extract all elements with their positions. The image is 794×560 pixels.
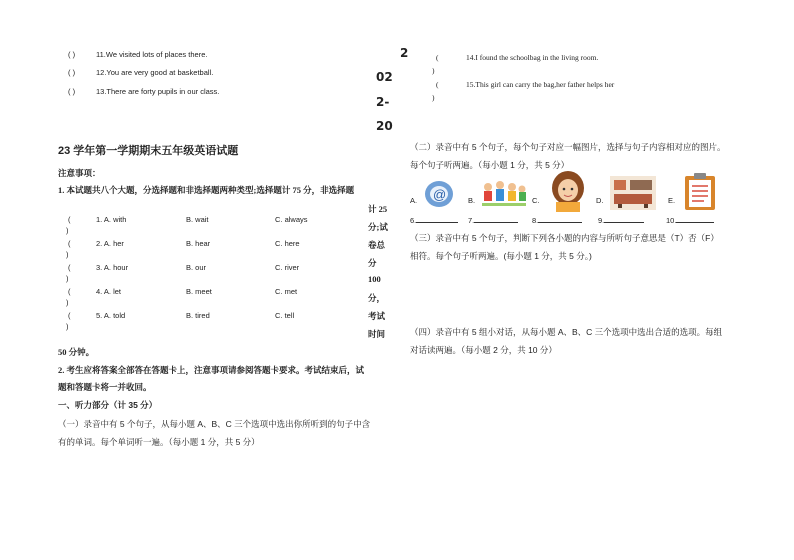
part4-instruction-a: （四）录音中有 5 组小对话，从每小题 A、B、C 三个选项中选出合适的选项。每组: [410, 327, 723, 337]
side-text-8: 时间: [368, 329, 386, 339]
item-11-paren: ( ): [68, 50, 76, 59]
item-14-close: ): [432, 66, 435, 75]
pic-label-b: B.: [468, 196, 476, 205]
side-text-3: 卷总: [368, 240, 386, 250]
year-fragment-2: 02: [376, 70, 393, 84]
option-b: B. hear: [186, 239, 211, 248]
item-15-text: 15.This girl can carry the bag,her father helps her: [466, 80, 615, 89]
year-fragment-4: 20: [376, 119, 393, 133]
item-14-text: 14.I found the schoolbag in the living room.: [466, 53, 599, 62]
row-close-paren: ): [66, 226, 69, 235]
year-fragment-3: 2-: [376, 95, 390, 109]
living-room-icon: [610, 176, 656, 210]
item-13-paren: ( ): [68, 87, 76, 96]
row-close-paren: ): [66, 274, 69, 283]
notice-1: 1. 本试题共八个大题，分选择题和非选择题两种类型;选择题计 75 分，非选择题: [58, 185, 355, 195]
svg-text:@: @: [433, 187, 447, 202]
option-c: C. always: [275, 215, 308, 224]
girl-portrait-icon: [548, 170, 588, 212]
notice-2b: 题和答题卡将一并收回。: [58, 382, 152, 392]
row-paren: (: [68, 263, 71, 272]
email-icon: [422, 178, 456, 210]
side-text-1: 计 25: [368, 204, 388, 214]
side-text-5: 100: [368, 274, 381, 284]
clipboard-icon: [682, 172, 718, 212]
pic-label-a: A.: [410, 196, 418, 205]
item-15-close: ): [432, 93, 435, 102]
option-c: C. here: [275, 239, 300, 248]
year-fragment-1: 2: [400, 46, 409, 60]
notice-label: 注意事项：: [58, 168, 101, 178]
side-text-4: 分: [368, 258, 377, 268]
blank-8[interactable]: 8.: [532, 214, 582, 225]
option-b: B. wait: [186, 215, 209, 224]
option-b: B. tired: [186, 311, 210, 320]
part2-instruction-a: （二）录音中有 5 个句子，每个句子对应一幅图片，选择与句子内容相对应的图片。: [410, 142, 726, 152]
side-text-6: 分，: [368, 293, 386, 303]
part1-instruction-a: （一）录音中有 5 个句子，从每小题 A、B、C 三个选项中选出你所听到的句子中含: [58, 419, 371, 429]
option-a: 2. A. her: [96, 239, 124, 248]
part1-instruction-b: 有的单词。每个单词听一遍。（每小题 1 分，共 5 分）: [58, 437, 260, 447]
side-text-7: 考试: [368, 311, 386, 321]
item-15-paren: (: [436, 80, 439, 89]
option-a: 1. A. with: [96, 215, 127, 224]
pic-label-d: D.: [596, 196, 604, 205]
option-b: B. our: [186, 263, 207, 272]
option-a: 4. A. let: [96, 287, 122, 296]
item-12-text: 12.You are very good at basketball.: [96, 68, 214, 77]
blank-7[interactable]: 7.: [468, 214, 518, 225]
item-13-text: 13.There are forty pupils in our class.: [96, 87, 220, 96]
children-group-icon: [478, 177, 528, 211]
row-close-paren: ): [66, 322, 69, 331]
row-paren: (: [68, 239, 71, 248]
option-c: C. met: [275, 287, 298, 296]
pic-label-c: C.: [532, 196, 540, 205]
part3-instruction-a: （三）录音中有 5 个句子，判断下列各小题的内容与所听句子意思是（T）否（F）: [410, 233, 719, 243]
blank-9[interactable]: 9.: [598, 214, 644, 225]
blank-10[interactable]: 10.: [666, 214, 714, 225]
option-a: 3. A. hour: [96, 263, 129, 272]
row-paren: (: [68, 311, 71, 320]
row-close-paren: ): [66, 250, 69, 259]
side-text-2: 分;试: [368, 222, 388, 232]
option-c: C. river: [275, 263, 300, 272]
item-14-paren: (: [436, 53, 439, 62]
blank-6[interactable]: 6.: [410, 214, 458, 225]
row-paren: (: [68, 287, 71, 296]
section-listening: 一、听力部分（计 35 分）: [58, 400, 158, 410]
pic-label-e: E.: [668, 196, 676, 205]
part4-instruction-b: 对话读两遍。（每小题 2 分，共 10 分）: [410, 345, 557, 355]
item-12-paren: ( ): [68, 68, 76, 77]
part3-instruction-b: 相符。每个句子听两遍。(每小题 1 分，共 5 分。): [410, 251, 592, 261]
option-b: B. meet: [186, 287, 212, 296]
row-paren: (: [68, 215, 71, 224]
time-line: 50 分钟。: [58, 347, 95, 357]
item-11-text: 11.We visited lots of places there.: [96, 50, 208, 59]
row-close-paren: ): [66, 298, 69, 307]
option-a: 5. A. told: [96, 311, 126, 320]
notice-2a: 2. 考生应将答案全部答在答题卡上，注意事项请参阅答题卡要求。考试结束后，试: [58, 365, 365, 375]
part2-instruction-b: 每个句子听两遍。（每小题 1 分，共 5 分）: [410, 160, 570, 170]
exam-title: 23 学年第一学期期末五年级英语试题: [58, 145, 239, 157]
option-c: C. tell: [275, 311, 295, 320]
